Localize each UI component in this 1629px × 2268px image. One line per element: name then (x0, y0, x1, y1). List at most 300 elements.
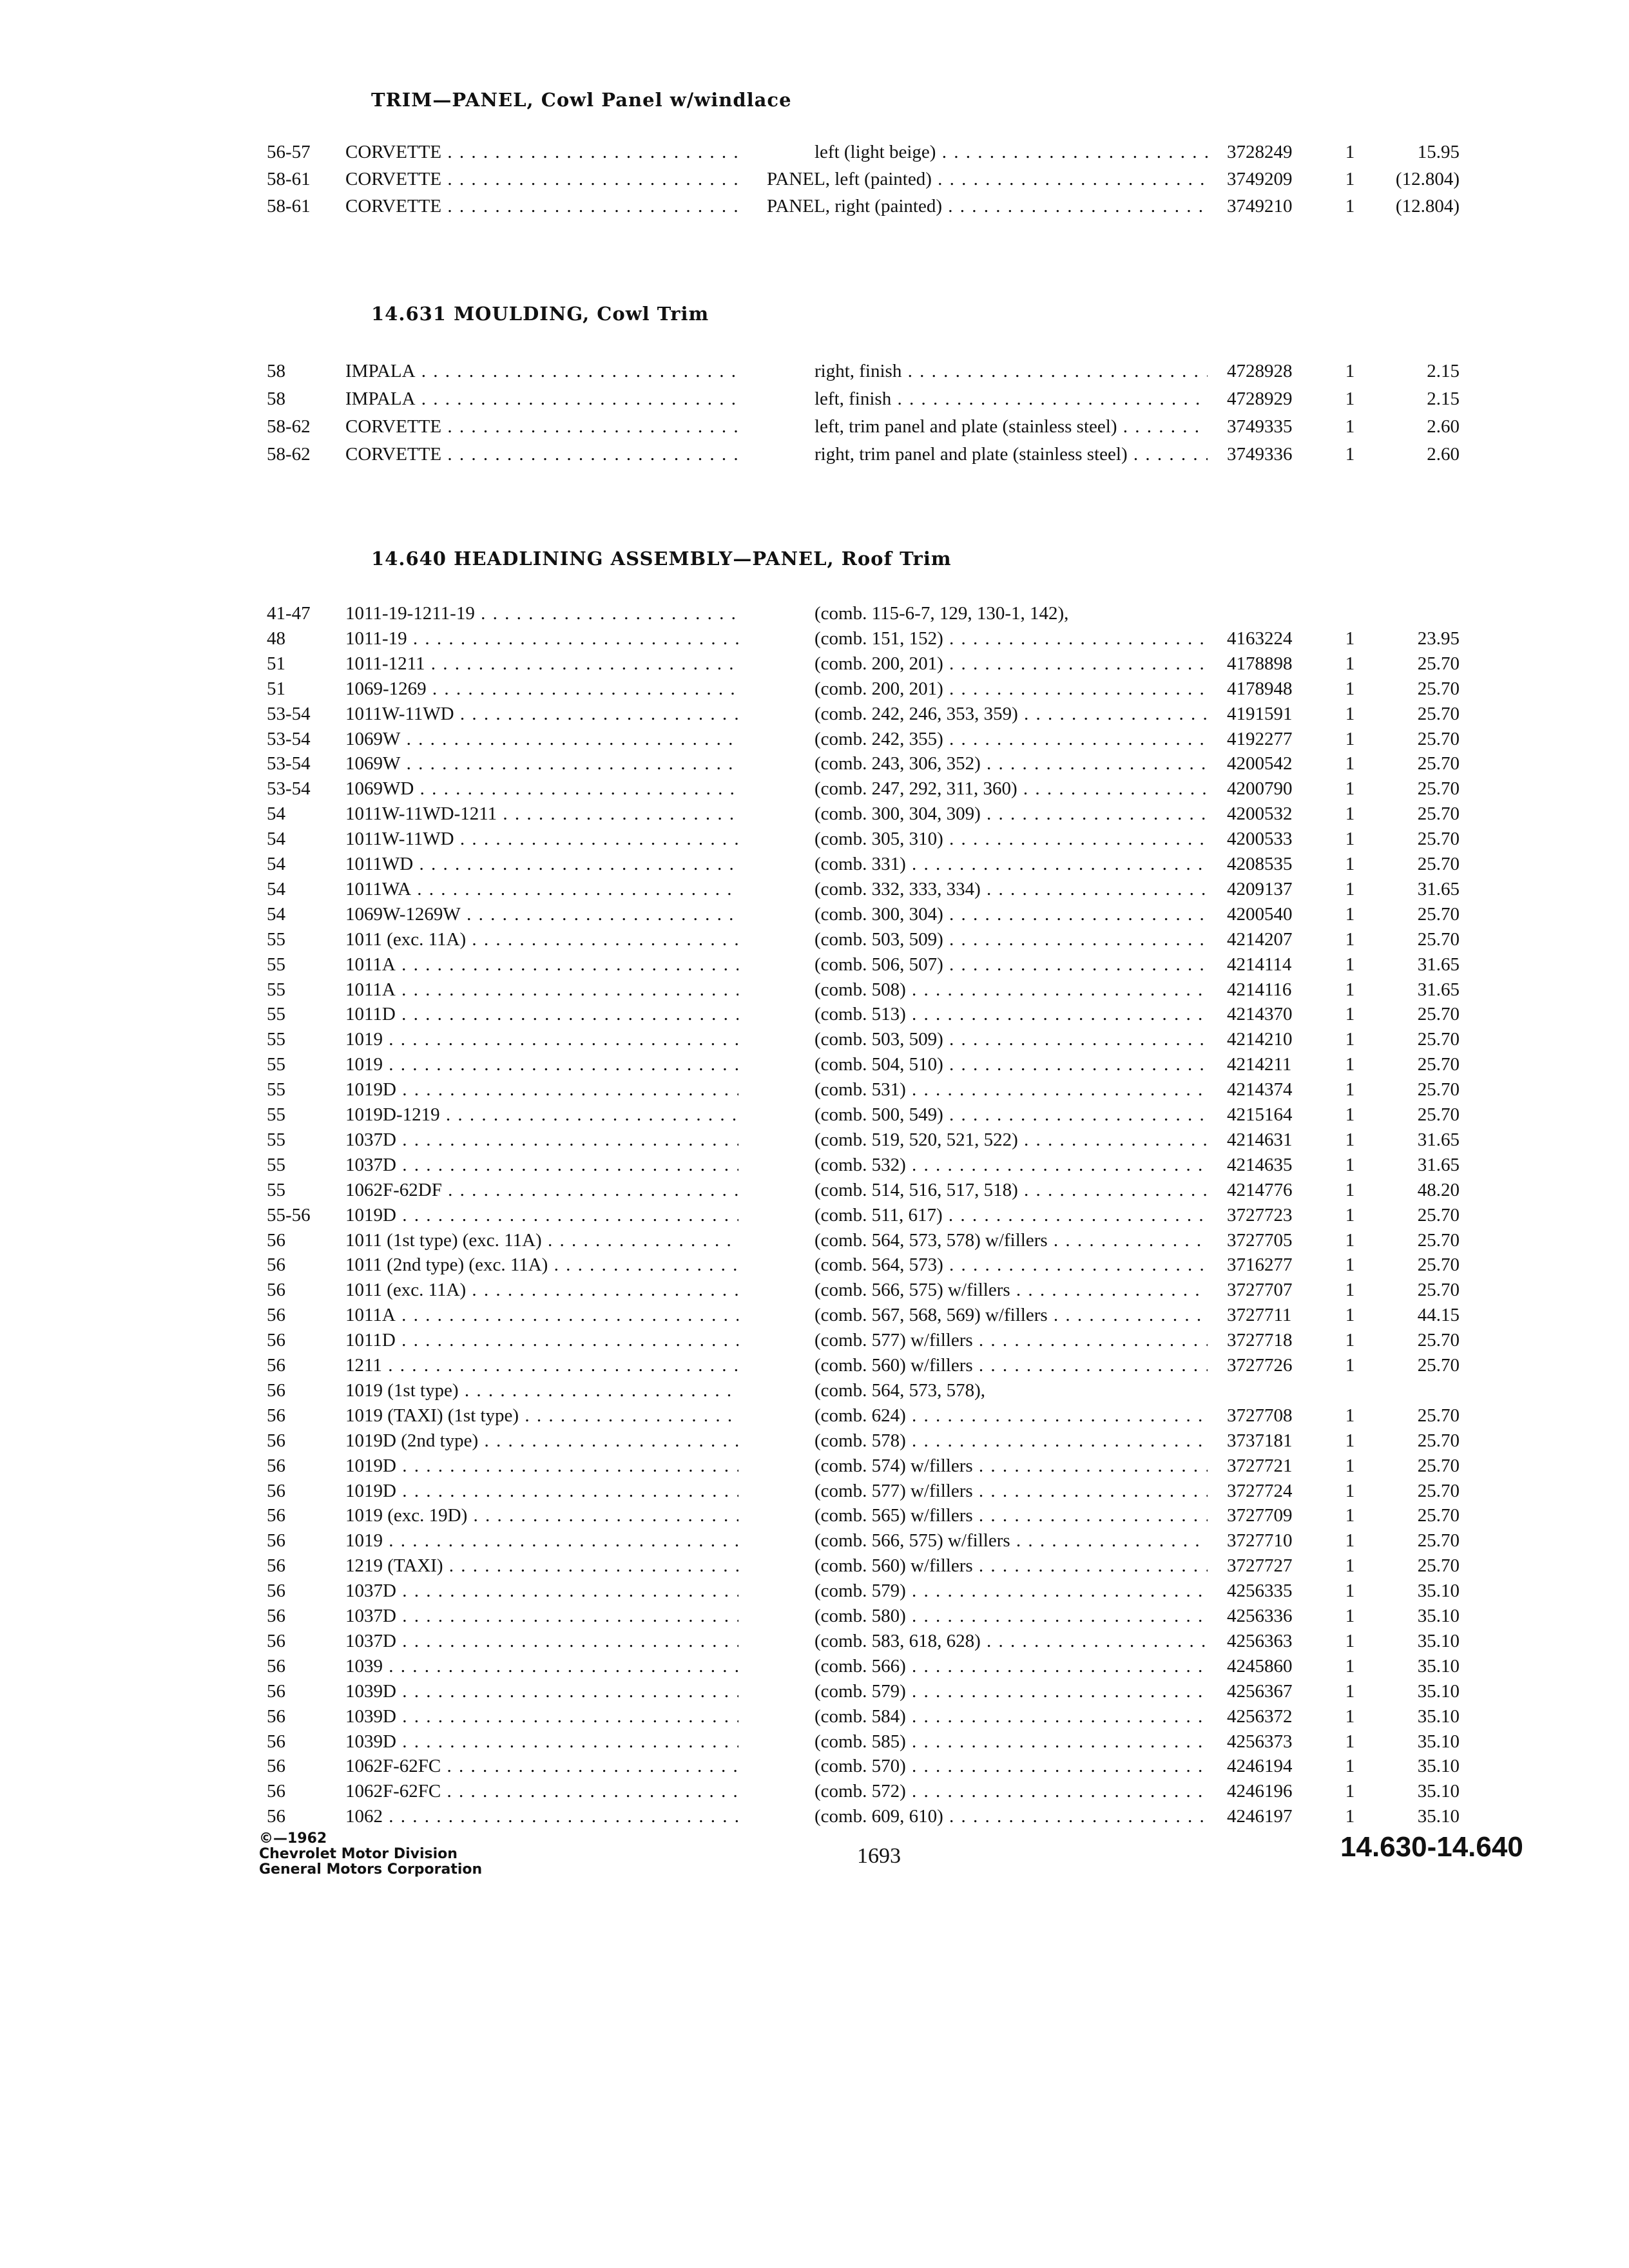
quantity-cell: 1 (1345, 628, 1355, 649)
model-cell: 1011W-11WD . . . (345, 704, 738, 725)
price-cell: 25.70 (1417, 854, 1460, 874)
description-cell: (comb. 585) . . . (815, 1731, 1208, 1753)
year-cell: 56-57 (267, 142, 311, 162)
description-cell: (comb. 564, 573) . . . (815, 1254, 1208, 1276)
year-cell: 55 (267, 928, 285, 950)
price-cell: 35.10 (1417, 1756, 1460, 1777)
price-cell: 25.70 (1417, 903, 1460, 925)
quantity-cell: 1 (1345, 1029, 1355, 1050)
description-cell: (comb. 578) . . . (815, 1430, 1208, 1452)
model-cell: 1019 . . . (345, 1029, 738, 1050)
description-cell: left, finish . . . (815, 389, 1208, 410)
part-number-cell: 3727709 (1227, 1505, 1293, 1526)
price-cell: 25.70 (1417, 1280, 1460, 1301)
quantity-cell: 1 (1345, 1731, 1355, 1752)
model-cell: 1019D (2nd type) . . . (345, 1430, 738, 1452)
price-cell: 25.70 (1417, 653, 1460, 674)
year-cell: 54 (267, 878, 285, 899)
year-cell: 56 (267, 1455, 285, 1476)
year-cell: 54 (267, 903, 285, 925)
year-cell: 56 (267, 1731, 285, 1752)
model-cell: CORVETTE . . . (345, 196, 738, 217)
model-cell: IMPALA . . . (345, 361, 738, 382)
model-cell: 1062F-62DF . . . (345, 1180, 738, 1201)
description-cell: (comb. 300, 304, 309) . . . (815, 803, 1208, 825)
model-cell: 1037D . . . (345, 1631, 738, 1652)
year-cell: 56 (267, 1405, 285, 1426)
model-cell: 1019 . . . (345, 1530, 738, 1552)
part-number-cell: 4208535 (1227, 854, 1293, 874)
model-cell: 1039D . . . (345, 1706, 738, 1727)
year-cell: 56 (267, 1756, 285, 1777)
year-cell: 55 (267, 1079, 285, 1100)
year-cell: 56 (267, 1229, 285, 1251)
quantity-cell: 1 (1345, 1104, 1355, 1125)
year-cell: 56 (267, 1430, 285, 1451)
description-cell: (comb. 332, 333, 334) . . . (815, 879, 1208, 900)
year-cell: 56 (267, 1806, 285, 1827)
description-cell: (comb. 331) . . . (815, 854, 1208, 875)
model-cell: CORVETTE . . . (345, 169, 738, 190)
year-cell: 56 (267, 1280, 285, 1301)
quantity-cell: 1 (1345, 169, 1355, 189)
quantity-cell: 1 (1345, 1455, 1355, 1476)
quantity-cell: 1 (1345, 1756, 1355, 1777)
part-number-cell: 4200532 (1227, 803, 1293, 825)
quantity-cell: 1 (1345, 1355, 1355, 1376)
description-cell: (comb. 609, 610) . . . (815, 1806, 1208, 1827)
part-number-cell: 4214776 (1227, 1179, 1293, 1200)
quantity-cell: 1 (1345, 1505, 1355, 1526)
model-cell: 1019 (exc. 19D) . . . (345, 1505, 738, 1526)
part-number-cell: 4728928 (1227, 361, 1293, 381)
quantity-cell: 1 (1345, 1680, 1355, 1702)
quantity-cell: 1 (1345, 1630, 1355, 1651)
description-cell: (comb. 513) . . . (815, 1004, 1208, 1025)
quantity-cell: 1 (1345, 829, 1355, 850)
description-cell: right, trim panel and plate (stainless steel) . . . (815, 444, 1208, 465)
quantity-cell: 1 (1345, 903, 1355, 925)
model-cell: 1011-19-1211-19 . . . (345, 603, 738, 624)
price-cell: 2.60 (1427, 444, 1460, 465)
description-cell: (comb. 579) . . . (815, 1581, 1208, 1602)
section-title-moulding: 14.631 MOULDING, Cowl Trim (371, 303, 709, 325)
year-cell: 53-54 (267, 753, 311, 774)
part-number-cell: 3727705 (1227, 1229, 1293, 1251)
model-cell: 1069W . . . (345, 753, 738, 774)
year-cell: 55 (267, 979, 285, 1000)
quantity-cell: 1 (1345, 1154, 1355, 1175)
model-cell: 1011D . . . (345, 1004, 738, 1025)
price-cell: 25.70 (1417, 1004, 1460, 1025)
quantity-cell: 1 (1345, 1606, 1355, 1626)
price-cell: 35.10 (1417, 1706, 1460, 1727)
price-cell: 15.95 (1417, 142, 1460, 162)
year-cell: 56 (267, 1480, 285, 1501)
description-cell: (comb. 305, 310) . . . (815, 829, 1208, 850)
model-cell: 1219 (TAXI) . . . (345, 1555, 738, 1577)
part-number-cell: 4728929 (1227, 389, 1293, 409)
year-cell: 56 (267, 1530, 285, 1552)
quantity-cell: 1 (1345, 444, 1355, 465)
quantity-cell: 1 (1345, 854, 1355, 874)
quantity-cell: 1 (1345, 653, 1355, 674)
price-cell: 25.70 (1417, 1505, 1460, 1526)
section-title-headlining: 14.640 HEADLINING ASSEMBLY—PANEL, Roof Trim (371, 548, 952, 570)
quantity-cell: 1 (1345, 1079, 1355, 1100)
price-cell: 25.70 (1417, 1405, 1460, 1426)
quantity-cell: 1 (1345, 678, 1355, 699)
year-cell: 48 (267, 628, 285, 649)
description-cell: (comb. 566) . . . (815, 1656, 1208, 1677)
description-cell: (comb. 531) . . . (815, 1079, 1208, 1100)
quantity-cell: 1 (1345, 1204, 1355, 1225)
quantity-cell: 1 (1345, 1305, 1355, 1326)
model-cell: 1019D . . . (345, 1205, 738, 1226)
price-cell: 25.70 (1417, 1104, 1460, 1125)
price-cell: 25.70 (1417, 829, 1460, 850)
description-cell: right, finish . . . (815, 361, 1208, 382)
price-cell: 25.70 (1417, 1530, 1460, 1552)
quantity-cell: 1 (1345, 1054, 1355, 1075)
model-cell: 1011 (2nd type) (exc. 11A) . . . (345, 1254, 738, 1276)
part-number-cell: 3727727 (1227, 1555, 1293, 1577)
price-cell: 25.70 (1417, 1455, 1460, 1476)
description-cell: (comb. 567, 568, 569) w/fillers . . . (815, 1305, 1208, 1326)
price-cell: 35.10 (1417, 1606, 1460, 1626)
price-cell: 25.70 (1417, 928, 1460, 950)
description-cell: (comb. 583, 618, 628) . . . (815, 1631, 1208, 1652)
description-cell: (comb. 584) . . . (815, 1706, 1208, 1727)
quantity-cell: 1 (1345, 1430, 1355, 1451)
model-cell: 1039 . . . (345, 1656, 738, 1677)
description-cell: (comb. 200, 201) . . . (815, 653, 1208, 675)
model-cell: CORVETTE . . . (345, 444, 738, 465)
model-cell: 1019D . . . (345, 1481, 738, 1502)
model-cell: 1011WA . . . (345, 879, 738, 900)
price-cell: 35.10 (1417, 1806, 1460, 1827)
description-cell: (comb. 300, 304) . . . (815, 904, 1208, 925)
part-number-cell: 4214635 (1227, 1154, 1293, 1175)
part-number-cell: 4214114 (1227, 954, 1292, 975)
model-cell: CORVETTE . . . (345, 416, 738, 437)
part-number-cell: 4245860 (1227, 1655, 1293, 1677)
price-cell: 2.15 (1427, 361, 1460, 381)
part-number-cell: 4200790 (1227, 778, 1293, 800)
year-cell: 41-47 (267, 603, 311, 624)
part-number-cell: 3727707 (1227, 1280, 1293, 1301)
description-cell: (comb. 560) w/fillers . . . (815, 1555, 1208, 1577)
model-cell: 1019D . . . (345, 1079, 738, 1100)
description-cell: (comb. 242, 246, 353, 359) . . . (815, 704, 1208, 725)
part-number-cell: 4214207 (1227, 928, 1293, 950)
quantity-cell: 1 (1345, 1330, 1355, 1351)
description-cell: (comb. 519, 520, 521, 522) . . . (815, 1129, 1208, 1151)
model-cell: 1019 (TAXI) (1st type) . . . (345, 1405, 738, 1427)
price-cell: 25.70 (1417, 1430, 1460, 1451)
model-cell: 1011 (exc. 11A) . . . (345, 1280, 738, 1301)
quantity-cell: 1 (1345, 1480, 1355, 1501)
model-cell: 1062 . . . (345, 1806, 738, 1827)
price-cell: 31.65 (1417, 1129, 1460, 1150)
part-number-cell: 4178898 (1227, 653, 1293, 674)
part-number-cell: 4246196 (1227, 1781, 1293, 1802)
description-cell: (comb. 564, 573, 578) w/fillers . . . (815, 1230, 1208, 1251)
model-cell: 1011W-11WD . . . (345, 829, 738, 850)
year-cell: 55 (267, 1004, 285, 1025)
model-cell: 1019D-1219 . . . (345, 1104, 738, 1126)
price-cell: 25.70 (1417, 1330, 1460, 1351)
section-title-trim-panel: TRIM—PANEL, Cowl Panel w/windlace (371, 89, 792, 111)
year-cell: 53-54 (267, 703, 311, 724)
model-cell: 1037D . . . (345, 1606, 738, 1627)
year-cell: 56 (267, 1254, 285, 1276)
description-cell: (comb. 506, 507) . . . (815, 954, 1208, 975)
model-cell: 1037D . . . (345, 1581, 738, 1602)
price-cell: (12.804) (1395, 196, 1460, 216)
quantity-cell: 1 (1345, 1280, 1355, 1301)
description-cell: left, trim panel and plate (stainless steel) . . . (815, 416, 1208, 437)
footer-publisher (259, 1831, 482, 1878)
quantity-cell: 1 (1345, 1129, 1355, 1150)
year-cell: 56 (267, 1355, 285, 1376)
part-number-cell: 3728249 (1227, 142, 1293, 162)
quantity-cell: 1 (1345, 1530, 1355, 1552)
quantity-cell: 1 (1345, 703, 1355, 724)
model-cell: 1011A . . . (345, 1305, 738, 1326)
price-cell: 25.70 (1417, 1229, 1460, 1251)
year-cell: 58 (267, 389, 285, 409)
part-number-cell: 4200542 (1227, 753, 1293, 774)
quantity-cell: 1 (1345, 1655, 1355, 1677)
description-cell: left (light beige) . . . (815, 142, 1208, 163)
quantity-cell: 1 (1345, 196, 1355, 216)
price-cell: 35.10 (1417, 1655, 1460, 1677)
part-number-cell: 3727708 (1227, 1405, 1293, 1426)
part-number-cell: 4214370 (1227, 1004, 1293, 1025)
quantity-cell: 1 (1345, 928, 1355, 950)
model-cell: 1011 (1st type) (exc. 11A) . . . (345, 1230, 738, 1251)
quantity-cell: 1 (1345, 1781, 1355, 1802)
part-number-cell: 4214210 (1227, 1029, 1293, 1050)
quantity-cell: 1 (1345, 803, 1355, 825)
description-cell: (comb. 243, 306, 352) . . . (815, 753, 1208, 774)
year-cell: 54 (267, 803, 285, 825)
price-cell: 35.10 (1417, 1731, 1460, 1752)
quantity-cell: 1 (1345, 1179, 1355, 1200)
description-cell: (comb. 580) . . . (815, 1606, 1208, 1627)
model-cell: 1011WD . . . (345, 854, 738, 875)
year-cell: 58-61 (267, 169, 311, 189)
description-cell: (comb. 500, 549) . . . (815, 1104, 1208, 1126)
year-cell: 56 (267, 1581, 285, 1602)
price-cell: 25.70 (1417, 728, 1460, 749)
part-number-cell: 3727724 (1227, 1480, 1293, 1501)
part-number-cell: 3737181 (1227, 1430, 1293, 1451)
quantity-cell: 1 (1345, 954, 1355, 975)
model-cell: 1039D . . . (345, 1681, 738, 1702)
model-cell: 1011A . . . (345, 979, 738, 1001)
quantity-cell: 1 (1345, 1405, 1355, 1426)
part-number-cell: 4256373 (1227, 1731, 1293, 1752)
description-cell: (comb. 242, 355) . . . (815, 729, 1208, 750)
price-cell: (12.804) (1395, 169, 1460, 189)
year-cell: 55 (267, 1029, 285, 1050)
year-cell: 54 (267, 854, 285, 874)
year-cell: 55 (267, 1104, 285, 1125)
footer-division: Chevrolet Motor Division (259, 1846, 458, 1862)
footer-corporation: General Motors Corporation (259, 1861, 483, 1878)
price-cell: 25.70 (1417, 1254, 1460, 1276)
year-cell: 58-62 (267, 416, 311, 437)
part-number-cell: 4200540 (1227, 903, 1293, 925)
part-number-cell: 3749336 (1227, 444, 1293, 465)
price-cell: 44.15 (1417, 1305, 1460, 1326)
description-cell: PANEL, right (painted) . . . (767, 196, 1208, 217)
model-cell: 1069W-1269W . . . (345, 904, 738, 925)
quantity-cell: 1 (1345, 1004, 1355, 1025)
model-cell: 1069W . . . (345, 729, 738, 750)
description-cell: (comb. 565) w/fillers . . . (815, 1505, 1208, 1526)
part-number-cell: 4214211 (1227, 1054, 1292, 1075)
model-cell: 1062F-62FC . . . (345, 1781, 738, 1802)
part-number-cell: 4209137 (1227, 878, 1293, 899)
part-number-cell: 4246194 (1227, 1756, 1293, 1777)
year-cell: 56 (267, 1781, 285, 1802)
description-cell: (comb. 560) w/fillers . . . (815, 1355, 1208, 1376)
description-cell: (comb. 577) w/fillers . . . (815, 1330, 1208, 1351)
price-cell: 2.15 (1427, 389, 1460, 409)
description-cell: (comb. 577) w/fillers . . . (815, 1481, 1208, 1502)
quantity-cell: 1 (1345, 778, 1355, 800)
quantity-cell: 1 (1345, 361, 1355, 381)
price-cell: 25.70 (1417, 1355, 1460, 1376)
price-cell: 35.10 (1417, 1581, 1460, 1602)
description-cell: (comb. 564, 573, 578), (815, 1379, 985, 1401)
year-cell: 56 (267, 1555, 285, 1577)
quantity-cell: 1 (1345, 878, 1355, 899)
quantity-cell: 1 (1345, 753, 1355, 774)
description-cell: (comb. 504, 510) . . . (815, 1054, 1208, 1075)
footer-copyright: ©—1962 (259, 1831, 327, 1847)
price-cell: 48.20 (1417, 1179, 1460, 1200)
quantity-cell: 1 (1345, 1254, 1355, 1276)
description-cell: (comb. 566, 575) w/fillers . . . (815, 1530, 1208, 1552)
price-cell: 23.95 (1417, 628, 1460, 649)
description-cell: (comb. 151, 152) . . . (815, 628, 1208, 649)
quantity-cell: 1 (1345, 142, 1355, 162)
year-cell: 56 (267, 1505, 285, 1526)
part-number-cell: 4256335 (1227, 1581, 1293, 1602)
year-cell: 56 (267, 1655, 285, 1677)
part-number-cell: 3749209 (1227, 169, 1293, 189)
model-cell: 1011W-11WD-1211 . . . (345, 803, 738, 825)
model-cell: 1062F-62FC . . . (345, 1756, 738, 1777)
price-cell: 25.70 (1417, 1555, 1460, 1577)
year-cell: 53-54 (267, 778, 311, 800)
year-cell: 56 (267, 1379, 285, 1401)
part-number-cell: 3727721 (1227, 1455, 1293, 1476)
price-cell: 31.65 (1417, 878, 1460, 899)
part-number-cell: 3727723 (1227, 1204, 1293, 1225)
year-cell: 58 (267, 361, 285, 381)
description-cell: (comb. 115-6-7, 129, 130-1, 142), (815, 603, 1069, 624)
year-cell: 55-56 (267, 1204, 311, 1225)
year-cell: 56 (267, 1630, 285, 1651)
part-number-cell: 3727726 (1227, 1355, 1293, 1376)
price-cell: 25.70 (1417, 1079, 1460, 1100)
year-cell: 51 (267, 678, 285, 699)
part-number-cell: 3727711 (1227, 1305, 1292, 1326)
model-cell: 1011A . . . (345, 954, 738, 975)
part-number-cell: 4256336 (1227, 1606, 1293, 1626)
model-cell: 1037D . . . (345, 1129, 738, 1151)
year-cell: 56 (267, 1330, 285, 1351)
year-cell: 56 (267, 1606, 285, 1626)
quantity-cell: 1 (1345, 389, 1355, 409)
price-cell: 35.10 (1417, 1680, 1460, 1702)
year-cell: 56 (267, 1305, 285, 1326)
part-number-cell: 4256372 (1227, 1706, 1293, 1727)
description-cell: (comb. 570) . . . (815, 1756, 1208, 1777)
price-cell: 25.70 (1417, 678, 1460, 699)
year-cell: 58-62 (267, 444, 311, 465)
model-cell: 1069-1269 . . . (345, 678, 738, 700)
quantity-cell: 1 (1345, 1581, 1355, 1602)
year-cell: 53-54 (267, 728, 311, 749)
year-cell: 55 (267, 954, 285, 975)
model-cell: 1019 (1st type) . . . (345, 1380, 738, 1401)
description-cell: (comb. 503, 509) . . . (815, 1029, 1208, 1050)
quantity-cell: 1 (1345, 979, 1355, 1000)
model-cell: 1037D . . . (345, 1155, 738, 1176)
part-number-cell: 4192277 (1227, 728, 1293, 749)
price-cell: 31.65 (1417, 979, 1460, 1000)
description-cell: (comb. 624) . . . (815, 1405, 1208, 1427)
model-cell: 1019D . . . (345, 1456, 738, 1477)
quantity-cell: 1 (1345, 1229, 1355, 1251)
quantity-cell: 1 (1345, 1555, 1355, 1577)
part-number-cell: 4191591 (1227, 703, 1293, 724)
part-number-cell: 4256367 (1227, 1680, 1293, 1702)
part-number-cell: 3727710 (1227, 1530, 1293, 1552)
part-number-cell: 3749210 (1227, 196, 1293, 216)
part-number-cell: 4246197 (1227, 1806, 1293, 1827)
year-cell: 55 (267, 1154, 285, 1175)
price-cell: 31.65 (1417, 1154, 1460, 1175)
description-cell: (comb. 514, 516, 517, 518) . . . (815, 1180, 1208, 1201)
part-number-cell: 3727718 (1227, 1330, 1293, 1351)
part-number-cell: 4214631 (1227, 1129, 1293, 1150)
description-cell: (comb. 511, 617) . . . (815, 1205, 1208, 1226)
price-cell: 25.70 (1417, 1054, 1460, 1075)
model-cell: 1011D . . . (345, 1330, 738, 1351)
year-cell: 58-61 (267, 196, 311, 216)
year-cell: 51 (267, 653, 285, 674)
year-cell: 56 (267, 1680, 285, 1702)
model-cell: 1011-19 . . . (345, 628, 738, 649)
price-cell: 2.60 (1427, 416, 1460, 437)
footer-page-number: 1693 (857, 1844, 901, 1868)
description-cell: (comb. 200, 201) . . . (815, 678, 1208, 700)
year-cell: 55 (267, 1054, 285, 1075)
year-cell: 55 (267, 1129, 285, 1150)
part-number-cell: 4256363 (1227, 1630, 1293, 1651)
price-cell: 35.10 (1417, 1630, 1460, 1651)
price-cell: 35.10 (1417, 1781, 1460, 1802)
year-cell: 54 (267, 829, 285, 850)
description-cell: (comb. 508) . . . (815, 979, 1208, 1001)
